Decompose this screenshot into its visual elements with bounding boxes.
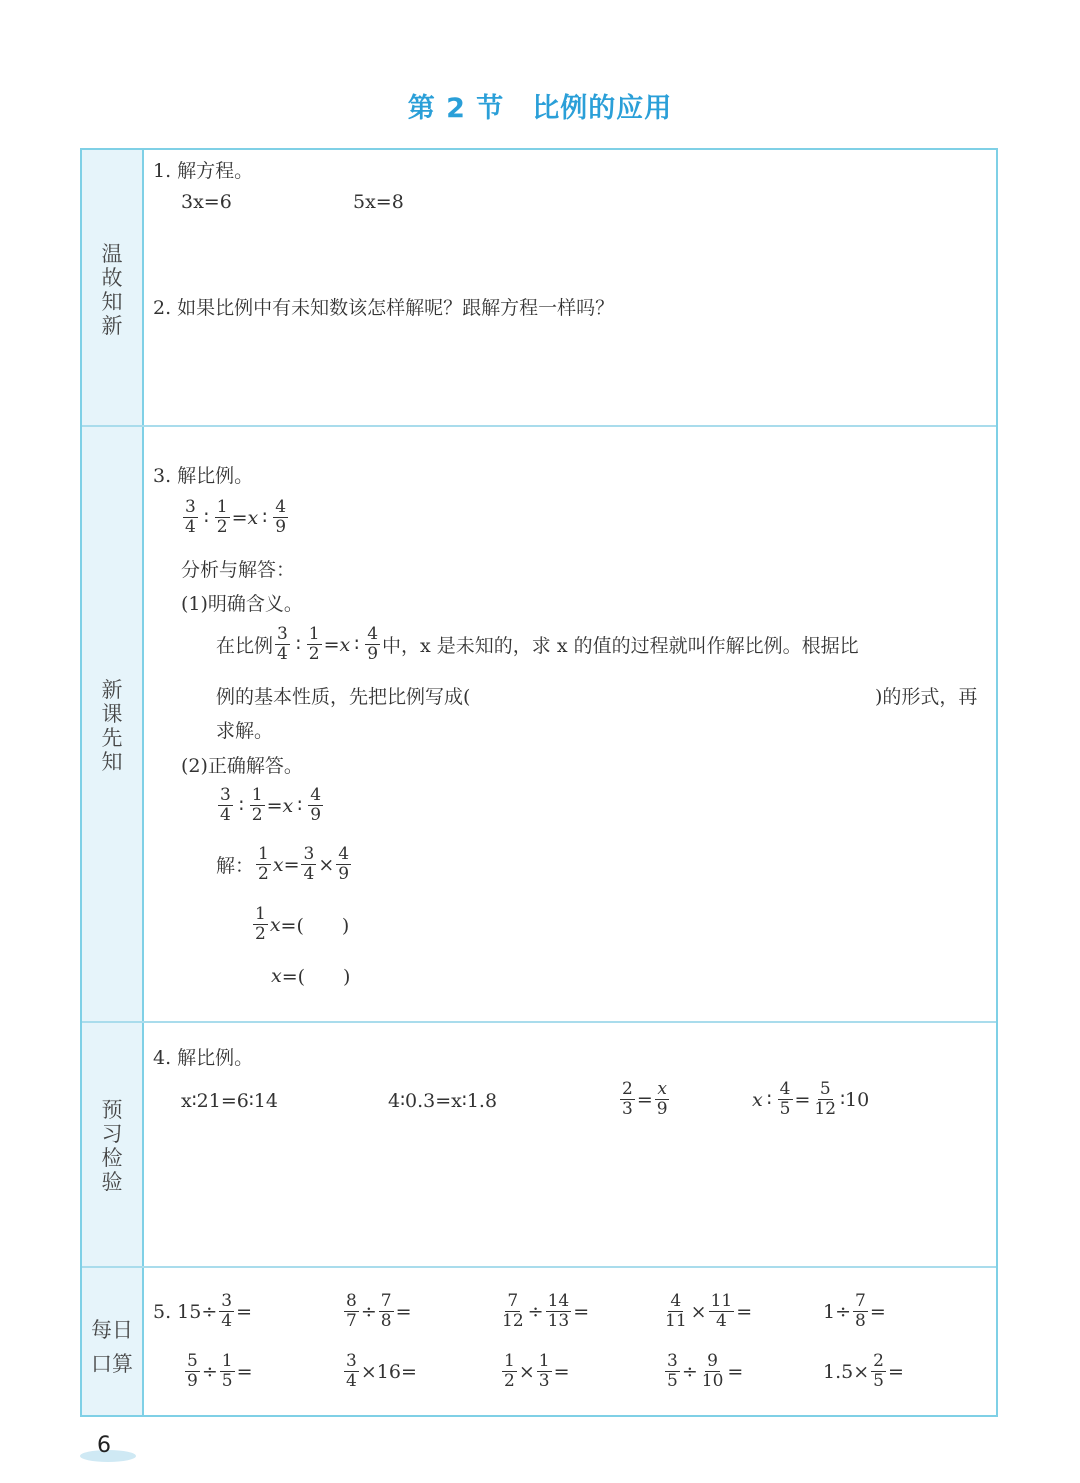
q3-heading: 3. 解比例。: [153, 465, 254, 487]
q3-proportion: $\frac{3}{4}$ ∶ $\frac{1}{2}$ = x ∶ $\frac{4}{9}$: [185, 497, 287, 537]
q3-meaning-line: 在比例 $\frac{3}{4}$ ∶ $\frac{1}{2}$ = x ∶ $\frac{4}{9}$ 中，x 是未知的，求 x 的值的过程就叫作解比例。根据比: [216, 624, 859, 664]
q4-heading: 4. 解比例。: [153, 1047, 254, 1069]
q3-line2-pre: 例的基本性质，先把比例写成(: [216, 686, 471, 708]
q4-problem-4: x ∶ $\frac{4}{5}$ = $\frac{5}{12}$ ∶10: [752, 1079, 870, 1119]
q5-item-9: $\frac{3}{5}$ ÷ $\frac{9}{10}$ =: [667, 1351, 744, 1391]
section-label-preview-check: 预 习 检 验: [101, 1098, 123, 1194]
q3-step1: (1)明确含义。: [181, 593, 303, 615]
worksheet-frame: [80, 148, 998, 1417]
q5-item-1: 5. 15÷ $\frac{3}{4}$ =: [153, 1291, 253, 1331]
q5-item-8: $\frac{1}{2}$ × $\frac{1}{3}$ =: [504, 1351, 570, 1391]
q5-item-10: 1.5 × $\frac{2}{5}$ =: [823, 1351, 904, 1391]
q5-item-3: $\frac{7}{12}$ ÷ $\frac{14}{13}$ =: [502, 1291, 590, 1331]
q3-analysis-label: 分析与解答：: [181, 559, 296, 581]
q4-problem-1: x∶21=6∶14: [181, 1090, 278, 1112]
q3-blank-step-2: x =( ): [271, 964, 351, 988]
section-label-review: 温 故 知 新: [101, 242, 123, 338]
divider-3: [82, 1266, 996, 1268]
q3-line3: 求解。: [216, 720, 274, 742]
q1-equation-2: 5x=8: [353, 191, 404, 213]
q4-problem-3: $\frac{2}{3}$ = $\frac{x}{9}$: [622, 1079, 668, 1119]
q5-item-5: 1 ÷ $\frac{7}{8}$ =: [823, 1291, 886, 1331]
q5-item-2: $\frac{8}{7}$ ÷ $\frac{7}{8}$ =: [346, 1291, 412, 1331]
divider-1: [82, 425, 996, 427]
page-number: 6: [97, 1433, 111, 1458]
section-label-daily-calc: 每日 口算: [91, 1318, 133, 1376]
page-title: 第 2 节 比例的应用: [407, 93, 673, 124]
q3-step2: (2)正确解答。: [181, 755, 303, 777]
q5-item-4: $\frac{4}{11}$ × $\frac{11}{4}$ =: [665, 1291, 753, 1331]
q3-line2-post: )的形式，再: [875, 686, 978, 708]
q1-equation-1: 3x=6: [181, 191, 232, 213]
q1-heading: 1. 解方程。: [153, 160, 254, 182]
divider-2: [82, 1021, 996, 1023]
q3-blank-step-1: $\frac{1}{2}$ x =( ): [255, 904, 350, 944]
q5-item-6: $\frac{5}{9}$ ÷ $\frac{1}{5}$ =: [187, 1351, 253, 1391]
q2-text: 2. 如果比例中有未知数该怎样解呢？跟解方程一样吗？: [153, 297, 615, 319]
q3-solve-proportion: $\frac{3}{4}$ ∶ $\frac{1}{2}$ = x ∶ $\frac{4}{9}$: [220, 785, 322, 825]
q5-item-7: $\frac{3}{4}$ × 16 =: [346, 1351, 417, 1391]
q3-solve-step: 解： $\frac{1}{2}$ x = $\frac{3}{4}$ × $\frac{4}{9}$: [216, 844, 350, 884]
q4-problem-2: 4∶0.3=x∶1.8: [388, 1090, 498, 1112]
section-sidebar: [82, 150, 144, 1415]
section-label-new-lesson: 新 课 先 知: [101, 678, 123, 774]
